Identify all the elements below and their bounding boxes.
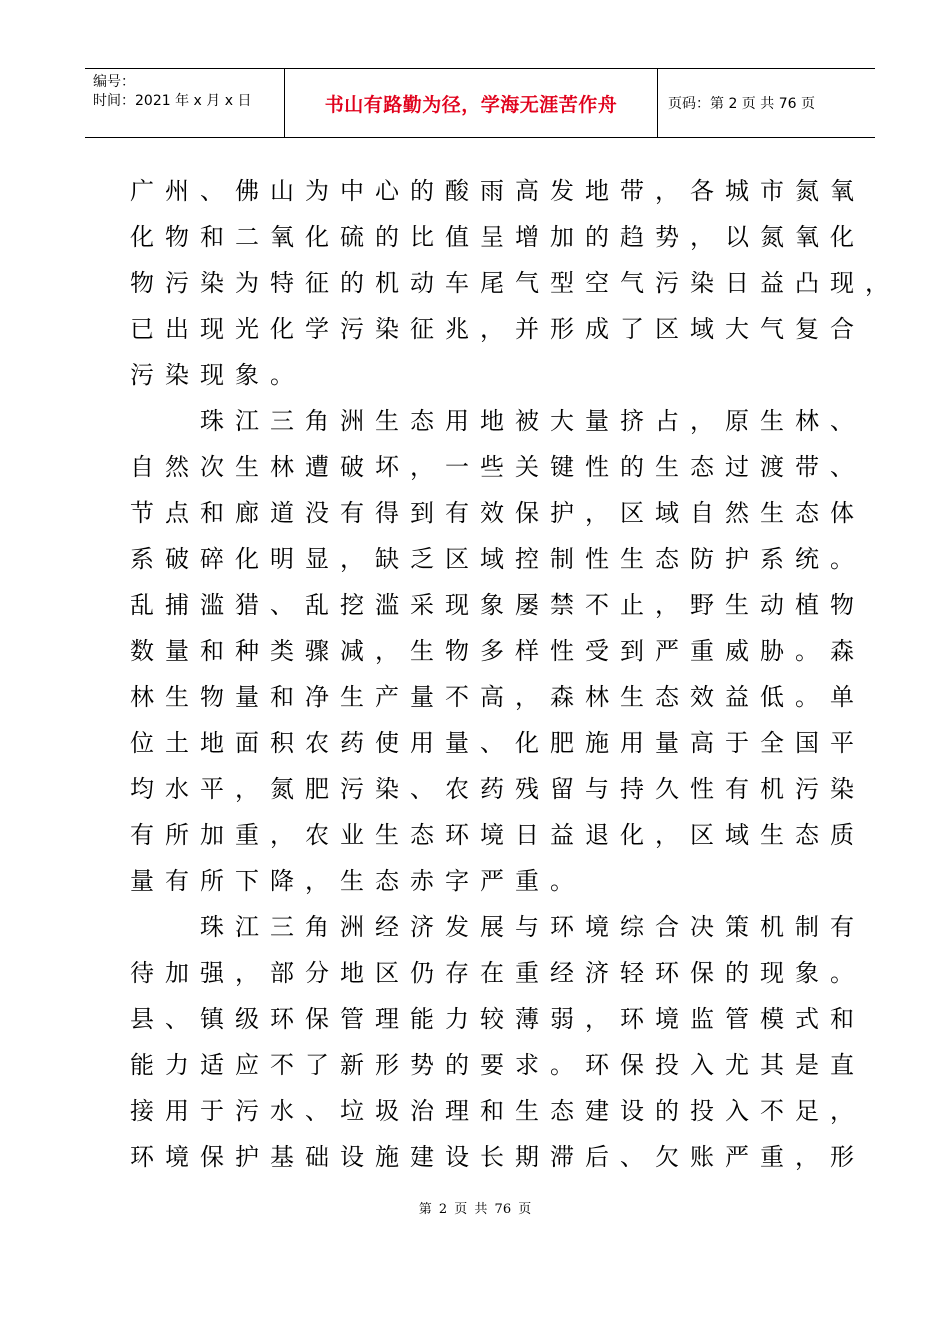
header-page-code: 页码：第 2 页 共 76 页: [668, 96, 815, 112]
text-line: 县、镇级环保管理能力较薄弱，环境监管模式和: [130, 1005, 865, 1033]
text-line: 广州、佛山为中心的酸雨高发地带，各城市氮氧: [130, 177, 865, 205]
text-line: 位土地面积农药使用量、化肥施用量高于全国平: [130, 729, 865, 757]
text-line: 待加强，部分地区仍存在重经济轻环保的现象。: [130, 959, 865, 987]
header-motto: 书山有路勤为径，学海无涯苦作舟: [324, 93, 618, 116]
text-line: 环境保护基础设施建设长期滞后、欠账严重，形: [130, 1143, 865, 1171]
text-line: 自然次生林遭破坏，一些关键性的生态过渡带、: [130, 453, 865, 481]
page-footer: 第 2 页 共 76 页: [418, 1202, 532, 1217]
text-line: 有所加重，农业生态环境日益退化，区域生态质: [130, 821, 865, 849]
text-line: 能力适应不了新形势的要求。环保投入尤其是直: [130, 1051, 865, 1079]
paragraph-start-line: 珠江三角洲生态用地被大量挤占，原生林、: [130, 407, 865, 435]
text-line: 污染现象。: [130, 361, 305, 389]
text-line: 系破碎化明显，缺乏区域控制性生态防护系统。: [130, 545, 865, 573]
paragraph-start-line: 珠江三角洲经济发展与环境综合决策机制有: [130, 913, 865, 941]
text-line: 接用于污水、垃圾治理和生态建设的投入不足，: [130, 1097, 865, 1125]
text-line: 林生物量和净生产量不高，森林生态效益低。单: [130, 683, 865, 711]
text-line: 均水平，氮肥污染、农药残留与持久性有机污染: [130, 775, 865, 803]
text-line: 量有所下降，生态赤字严重。: [130, 867, 585, 895]
text-line: 化物和二氧化硫的比值呈增加的趋势，以氮氧化: [130, 223, 865, 251]
document-header: [85, 68, 875, 138]
document-number-label: 编号：: [93, 74, 135, 90]
text-line: 物污染为特征的机动车尾气型空气污染日益凸现，: [130, 269, 900, 297]
body-text: [130, 168, 900, 1180]
header-motto-cell: [285, 69, 658, 137]
text-line: 节点和廊道没有得到有效保护，区域自然生态体: [130, 499, 865, 527]
text-line: 乱捕滥猎、乱挖滥采现象屡禁不止，野生动植物: [130, 591, 865, 619]
document-date-label: 时间：2021 年 x 月 x 日: [93, 93, 252, 109]
text-line: 已出现光化学污染征兆，并形成了区域大气复合: [130, 315, 865, 343]
header-meta-cell: [85, 69, 285, 137]
text-line: 数量和种类骤减，生物多样性受到严重威胁。森: [130, 637, 865, 665]
header-page-cell: [658, 69, 875, 137]
